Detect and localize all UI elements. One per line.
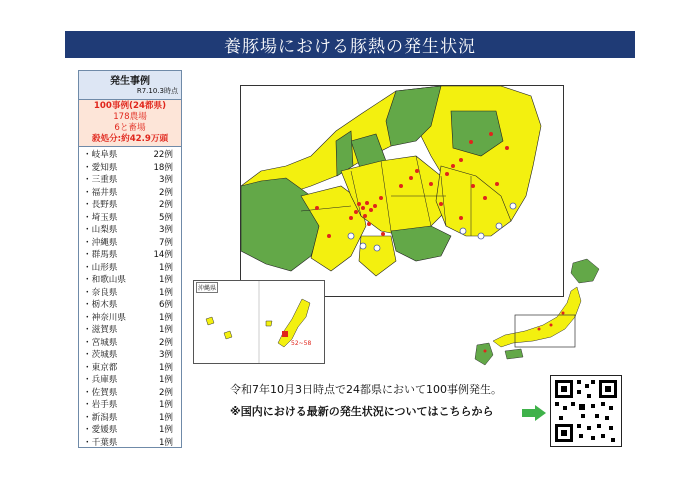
prefecture-count: 3例 (158, 225, 173, 235)
prefecture-count: 5例 (158, 212, 173, 223)
prefecture-row (83, 224, 181, 237)
case-dot (445, 172, 449, 176)
prefecture-name: ・宮城県 (83, 337, 118, 348)
prefecture-row (83, 337, 181, 350)
case-dot (357, 202, 361, 206)
prefecture-row (83, 287, 181, 300)
prefecture-name: ・佐賀県 (83, 387, 118, 398)
case-dot (439, 202, 443, 206)
prefecture-name: ・群馬県 (83, 250, 118, 260)
prefecture-row (83, 149, 181, 162)
case-dot (361, 206, 365, 210)
case-dot (349, 216, 353, 220)
prefecture-count: 1例 (158, 412, 173, 423)
panel-date: R7.10.3時点 (136, 87, 178, 95)
slaughterhouse-marker (374, 245, 380, 251)
status-summary-text: 令和7年10月3日時点で24都県において100事例発生。 (230, 383, 502, 396)
case-dot (429, 182, 433, 186)
slaughterhouse-marker (360, 243, 366, 249)
prefecture-count: 1例 (158, 275, 173, 285)
case-dot (409, 176, 413, 180)
case-dot (327, 234, 331, 238)
hokkaido (571, 259, 599, 283)
okinawa-label: 沖縄県 (196, 282, 218, 293)
qr-code-icon (551, 376, 621, 446)
prefecture-row (83, 237, 181, 250)
case-dot (415, 169, 419, 173)
prefecture-count: 18例 (153, 162, 173, 173)
prefecture-row (83, 174, 181, 187)
okinawa-inset-svg (194, 281, 324, 363)
prefecture-count: 3例 (158, 175, 173, 185)
prefecture-count: 1例 (158, 400, 173, 410)
prefecture-count: 1例 (158, 375, 173, 385)
prefecture-name: ・愛知県 (83, 162, 118, 173)
qr-code[interactable] (550, 375, 622, 447)
prefecture-row (83, 274, 181, 287)
case-dot (373, 204, 377, 208)
prefecture-count: 1例 (158, 362, 173, 373)
prefecture-row (83, 349, 181, 362)
case-dot (369, 208, 373, 212)
case-dot (459, 216, 463, 220)
case-dot (471, 184, 475, 188)
prefecture-name: ・栃木県 (83, 300, 118, 310)
prefecture-count: 1例 (158, 325, 173, 335)
shikoku (505, 349, 523, 359)
case-dot (489, 132, 493, 136)
panel-header (79, 71, 181, 100)
prefecture-name: ・埼玉県 (83, 212, 118, 223)
okinawa-case-label: 52~58 (291, 340, 312, 347)
case-dot (381, 232, 385, 236)
case-dot (365, 201, 369, 205)
case-dot (538, 328, 541, 331)
prefecture-row (83, 299, 181, 312)
prefecture-name: ・長野県 (83, 200, 118, 210)
prefecture-name: ・東京都 (83, 362, 118, 373)
prefecture-name: ・和歌山県 (83, 275, 126, 285)
prefecture-name: ・茨城県 (83, 350, 118, 360)
prefecture-row (83, 362, 181, 375)
prefecture-name: ・千葉県 (83, 437, 118, 448)
small-island (206, 317, 214, 325)
case-dot (495, 182, 499, 186)
small-island (224, 331, 232, 339)
prefecture-name: ・新潟県 (83, 412, 118, 423)
prefecture-row (83, 424, 181, 437)
case-dot (469, 140, 473, 144)
prefecture-count: 2例 (158, 337, 173, 348)
case-dot (315, 206, 319, 210)
case-dot (562, 312, 565, 315)
prefecture-row (83, 387, 181, 400)
page-title: 養豚場における豚熱の発生状況 (65, 31, 635, 58)
prefecture-count: 3例 (158, 350, 173, 360)
prefecture-count: 1例 (158, 262, 173, 273)
prefecture-row (83, 324, 181, 337)
prefecture-count: 14例 (153, 250, 173, 260)
prefecture-name: ・愛媛県 (83, 425, 118, 435)
case-dot (550, 324, 553, 327)
prefecture-row (83, 249, 181, 262)
prefecture-name: ・滋賀県 (83, 325, 118, 335)
case-dot (399, 184, 403, 188)
prefecture-row (83, 312, 181, 325)
prefecture-count: 2例 (158, 387, 173, 398)
slaughterhouse-marker (348, 233, 354, 239)
case-dot (505, 146, 509, 150)
honshu (493, 287, 581, 347)
japan-overview-map (455, 255, 605, 375)
case-dot (483, 196, 487, 200)
prefecture-name: ・山形県 (83, 262, 118, 273)
prefecture-name: ・三重県 (83, 175, 118, 185)
prefecture-row (83, 374, 181, 387)
okinawa-inset-map (193, 280, 325, 364)
prefecture-list (79, 147, 181, 449)
okinawa-case-marker (282, 331, 288, 337)
prefecture-count: 2例 (158, 200, 173, 210)
summary-culled: 殺処分:約42.9万頭 (91, 134, 169, 144)
prefecture-count: 22例 (153, 150, 173, 160)
prefecture-name: ・奈良県 (83, 287, 118, 298)
prefecture-row (83, 162, 181, 175)
summary-cases: 100事例(24都県) (93, 101, 167, 111)
prefecture-name: ・岩手県 (83, 400, 118, 410)
slaughterhouse-marker (478, 233, 484, 239)
kyushu (475, 343, 493, 365)
prefecture-row (83, 187, 181, 200)
prefecture-row (83, 412, 181, 425)
case-dot (367, 222, 371, 226)
prefecture-name: ・岐阜県 (83, 150, 118, 160)
slaughterhouse-marker (460, 228, 466, 234)
prefecture-row (83, 262, 181, 275)
summary-box (79, 100, 181, 147)
case-dot (363, 214, 367, 218)
prefecture-row (83, 199, 181, 212)
case-dot (484, 350, 487, 353)
prefecture-count: 1例 (158, 312, 173, 323)
prefecture-name: ・福井県 (83, 187, 118, 198)
prefecture-count: 1例 (158, 287, 173, 298)
case-dot (354, 210, 358, 214)
case-dot (379, 196, 383, 200)
prefecture-count: 2例 (158, 187, 173, 198)
prefecture-row (83, 437, 181, 450)
prefecture-name: ・神奈川県 (83, 312, 126, 323)
prefecture-count: 6例 (158, 300, 173, 310)
prefecture-count: 1例 (158, 425, 173, 435)
case-dot (459, 158, 463, 162)
prefecture-row (83, 399, 181, 412)
prefecture-name: ・沖縄県 (83, 237, 118, 248)
slaughterhouse-marker (496, 223, 502, 229)
summary-farms: 178農場 (113, 112, 147, 122)
prefecture-row (83, 212, 181, 225)
case-summary-panel (78, 70, 182, 448)
summary-slaughterhouses: 6と畜場 (114, 123, 146, 133)
panel-heading: 発生事例 (110, 76, 150, 87)
prefecture-name: ・兵庫県 (83, 375, 118, 385)
case-dot (451, 164, 455, 168)
arrow-right-icon (522, 405, 546, 421)
latest-info-link-text[interactable]: ※国内における最新の発生状況についてはこちらから (230, 405, 494, 418)
prefecture-count: 1例 (158, 437, 173, 448)
small-island (266, 321, 272, 326)
slaughterhouse-marker (510, 203, 516, 209)
prefecture-count: 7例 (158, 237, 173, 248)
prefecture-name: ・山梨県 (83, 225, 118, 235)
